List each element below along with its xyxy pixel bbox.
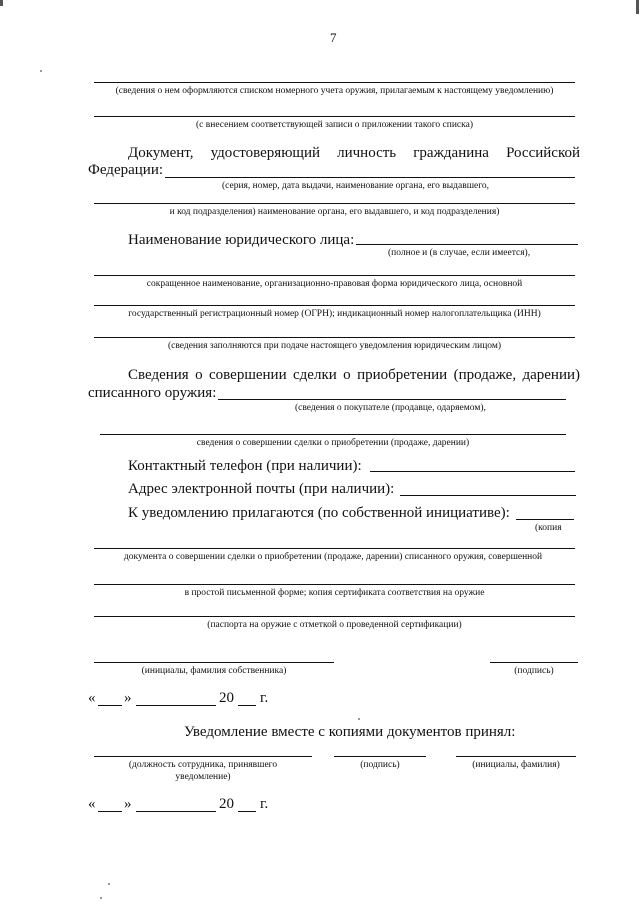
fill-line	[94, 337, 575, 338]
owner-signature-hint: (подпись)	[514, 666, 554, 676]
attachments-hint-3: (паспорта на оружие с отметкой о проведенной сертификации)	[207, 620, 462, 630]
fill-line	[516, 519, 574, 520]
identity-hint-2: и код подразделения) наименование органа, его выдавшего, и код подразделения)	[169, 207, 500, 217]
attachments-hint-0: (копия	[535, 523, 562, 533]
fill-line	[94, 203, 575, 204]
date1-suffix: г.	[260, 690, 269, 706]
scan-edge-top-left	[0, 0, 3, 6]
owner-signature-line	[490, 662, 578, 663]
identity-label-line2: Федерации:	[88, 162, 164, 178]
page-number: 7	[330, 30, 337, 45]
date1-year: 20	[219, 690, 234, 706]
fill-line	[94, 616, 575, 617]
date1-month-line	[136, 705, 216, 706]
attachments-hint-1: документа о совершении сделки о приобретении (продаже, дарении) списанного оружия, совершенной	[123, 552, 543, 562]
legal-entity-hint-3: государственный регистрационный номер (ОГРН); индикационный номер налогоплательщика (ИНН)	[128, 309, 541, 319]
owner-name-hint: (инициалы, фамилия собственника)	[141, 666, 287, 676]
receipt-title: Уведомление вместе с копиями документов принял:	[184, 724, 516, 740]
attachments-hint-2: в простой письменной форме; копия сертификата соответствия на оружие	[184, 588, 485, 598]
email-fill-line	[400, 495, 576, 496]
fill-line	[100, 434, 566, 435]
scan-speck	[100, 897, 102, 899]
receipt-signature-hint: (подпись)	[360, 760, 400, 770]
date2-month-line	[136, 811, 216, 812]
date2-suffix: г.	[260, 796, 269, 812]
legal-entity-hint-4: (сведения заполняются при подаче настоящего уведомления юридическим лицом)	[167, 341, 502, 351]
fill-line	[218, 399, 566, 400]
date2-year: 20	[219, 796, 234, 812]
identity-hint-1: (серия, номер, дата выдачи, наименование органа, его выдавшего,	[222, 181, 490, 191]
date2-open-quote: «	[88, 796, 96, 812]
receipt-position-hint-1: (должность сотрудника, принявшего	[128, 760, 278, 770]
fill-line	[356, 244, 578, 245]
email-label: Адрес электронной почты (при наличии):	[128, 481, 395, 497]
fill-line	[94, 82, 575, 83]
fill-line	[94, 275, 575, 276]
scan-edge-top-right	[636, 0, 639, 14]
legal-entity-label: Наименование юридического лица:	[128, 232, 355, 248]
fill-line	[165, 177, 575, 178]
receipt-signature-line	[334, 756, 426, 757]
legal-entity-hint-1: (полное и (в случае, если имеется),	[388, 248, 531, 258]
date2-day-line	[98, 811, 122, 812]
deal-hint-1: (сведения о покупателе (продавце, одаряемом),	[295, 403, 486, 413]
fill-line	[94, 584, 575, 585]
fill-line	[94, 116, 575, 117]
date2-close-quote: »	[124, 796, 132, 812]
list-entry-note: (с внесением соответствующей записи о приложении такого списка)	[196, 120, 473, 130]
attachments-label: К уведомлению прилагаются (по собственной инициативе):	[128, 505, 510, 521]
receipt-position-line	[94, 756, 312, 757]
date1-open-quote: «	[88, 690, 96, 706]
date1-year-line	[238, 705, 256, 706]
deal-label-line2: списанного оружия:	[88, 385, 217, 401]
legal-entity-hint-2: сокращенное наименование, организационно-правовая форма юридического лица, основной	[146, 279, 523, 289]
date1-day-line	[98, 705, 122, 706]
phone-fill-line	[370, 471, 575, 472]
scan-speck	[358, 718, 360, 720]
scan-speck	[40, 70, 42, 72]
deal-label: Сведения о совершении сделки о приобретении (продаже, дарении)	[128, 367, 580, 383]
deal-hint-2: сведения о совершении сделки о приобретении (продаже, дарении)	[196, 438, 470, 448]
phone-label: Контактный телефон (при наличии):	[128, 458, 362, 474]
date1-close-quote: »	[124, 690, 132, 706]
receipt-name-hint: (инициалы, фамилия)	[472, 760, 560, 770]
identity-label: Документ, удостоверяющий личность гражданина Российской	[128, 145, 580, 161]
receipt-name-line	[456, 756, 576, 757]
receipt-position-hint-2: уведомление)	[175, 772, 231, 782]
date2-year-line	[238, 811, 256, 812]
fill-line	[94, 305, 575, 306]
scan-speck	[108, 883, 110, 885]
owner-name-line	[94, 662, 334, 663]
weapon-list-note: (сведения о нем оформляются списком номерного учета оружия, прилагаемым к настоящему уведомлению)	[115, 86, 554, 96]
fill-line	[94, 548, 575, 549]
